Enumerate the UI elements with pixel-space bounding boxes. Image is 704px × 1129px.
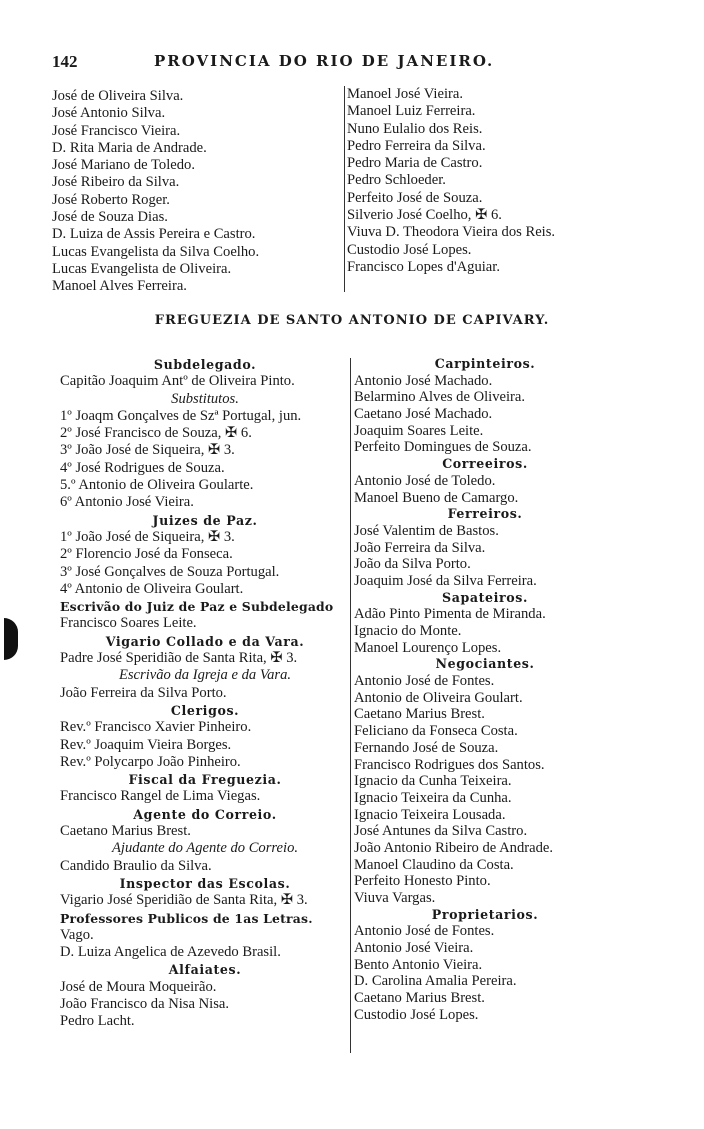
list-item: José de Oliveira Silva. [52,88,184,104]
list-item: Antonio José de Toledo. [354,472,496,489]
list-item: D. Rita Maria de Andrade. [52,139,207,156]
list-item: D. Luiza Angelica de Azevedo Brasil. [60,944,281,961]
list-item: João Francisco da Nisa Nisa. [60,995,230,1012]
list-item: Perfeito Domingues de Souza. [354,439,532,456]
list-item: Nuno Eulalio dos Reis. [347,120,483,137]
section-heading: Juizes de Paz. [152,512,258,528]
section-heading: Vigario Collado e da Vara. [105,633,305,649]
list-item: Vago. [60,926,94,943]
list-item: Rev.º Francisco Xavier Pinheiro. [60,719,252,736]
list-item: João Antonio Ribeiro de Andrade. [354,839,554,856]
list-item: Viuva D. Theodora Vieira dos Reis. [347,224,556,241]
page-number: 142 [52,52,78,71]
list-item: Ignacio da Cunha Teixeira. [354,773,512,790]
list-item: Candido Braulio da Silva. [60,857,212,874]
section-heading: Fiscal da Freguezia. [128,772,282,788]
section-heading: Correeiros. [442,456,528,472]
list-item: 4º José Rodrigues de Souza. [60,459,225,476]
list-item: Silverio José Coelho, ✠ 6. [347,207,502,224]
running-head: PROVINCIA DO RIO DE JANEIRO. [154,52,495,70]
list-item: Antonio de Oliveira Goulart. [354,689,523,706]
list-item: 2º José Francisco de Souza, ✠ 6. [60,425,252,442]
list-item: Fernando José de Souza. [354,739,499,756]
list-item: Capitão Joaquim Antº de Oliveira Pinto. [60,373,295,390]
list-item: Francisco Lopes d'Aguiar. [347,258,500,275]
top-list-left [52,88,340,296]
section-heading: Carpinteiros. [434,356,536,371]
section-heading: Alfaiates. [168,962,242,978]
list-item: Manoel Claudino da Costa. [354,856,514,873]
list-item: José Roberto Roger. [52,191,170,208]
list-item: Lucas Evangelista da Silva Coelho. [52,243,260,260]
list-item: José de Souza Dias. [52,209,168,226]
list-item: Ignacio Teixeira Lousada. [354,806,506,823]
list-item: 3º João José de Siqueira, ✠ 3. [60,442,235,459]
list-item: José Ribeiro da Silva. [52,174,180,191]
list-item: Rev.º Joaquim Vieira Borges. [60,736,232,753]
list-item: Padre José Speridião de Santa Rita, ✠ 3. [60,650,298,667]
section-heading: Negociantes. [435,656,535,672]
list-item: José Mariano de Toledo. [52,157,195,174]
list-item: Manoel Bueno de Camargo. [354,489,519,506]
list-item: Joaquim Soares Leite. [354,422,484,439]
list-item: Feliciano da Fonseca Costa. [354,723,518,740]
list-item: Caetano José Machado. [354,406,493,423]
section-heading: Clerigos. [170,702,240,718]
top-list-right [347,86,627,276]
list-item: D. Carolina Amalia Pereira. [354,973,517,990]
list-item: Pedro Maria de Castro. [347,155,483,172]
list-item: José Valentim de Bastos. [354,522,499,539]
list-item: Pedro Ferreira da Silva. [347,137,486,154]
list-item: Manoel Lourenço Lopes. [354,639,502,656]
list-item: Antonio José Machado. [354,372,493,389]
section-heading: Agente do Correio. [133,806,277,822]
list-item: Joaquim José da Silva Ferreira. [354,572,537,589]
list-item: Francisco Rangel de Lima Viegas. [60,788,261,805]
list-item: José Francisco Vieira. [52,122,181,139]
column-rule [344,86,345,292]
list-item: José de Moura Moqueirão. [60,978,217,995]
list-item: Pedro Schloeder. [347,172,446,189]
list-item: D. Luiza de Assis Pereira e Castro. [52,226,256,243]
list-item: Perfeito Honesto Pinto. [354,873,491,890]
section-heading: Escrivão do Juiz de Paz e Subdelegado [60,599,334,615]
list-item: Lucas Evangelista de Oliveira. [52,260,232,277]
list-item: Pedro Lacht. [60,1013,135,1030]
list-item: Manoel Luiz Ferreira. [347,103,476,120]
list-item: Antonio José de Fontes. [354,673,495,690]
list-item: 6º Antonio José Vieira. [60,494,194,511]
section-heading: Escrivão da Igreja e da Vara. [118,667,292,684]
ink-blot [4,618,18,660]
list-item: 1º Joaqm Gonçalves de Szª Portugal, jun. [60,407,302,424]
list-item: 5.º Antonio de Oliveira Goularte. [60,477,254,494]
list-item: Manoel José Vieira. [347,86,463,102]
list-item: Ignacio Teixeira da Cunha. [354,789,512,806]
list-item: Belarmino Alves de Oliveira. [354,389,526,406]
section-heading: Sapateiros. [442,589,528,605]
list-item: José Antunes da Silva Castro. [354,823,528,840]
list-item: Manoel Alves Ferreira. [52,278,187,295]
list-item: Vigario José Speridião de Santa Rita, ✠ 3. [60,892,308,909]
list-item: Adão Pinto Pimenta de Miranda. [354,606,546,623]
list-item: Caetano Marius Brest. [354,706,485,723]
list-item: Viuva Vargas. [354,890,436,906]
list-item: Antonio José de Fontes. [354,923,495,940]
section-heading: Proprietarios. [431,906,539,922]
page-header [52,52,527,78]
list-item: Francisco Soares Leite. [60,615,197,632]
section-heading: Inspector das Escolas. [119,875,291,891]
list-item: Custodio José Lopes. [347,241,472,258]
list-item: João Ferreira da Silva. [354,539,486,556]
column-rule [350,358,351,1053]
list-item: Caetano Marius Brest. [354,990,485,1007]
list-item: 3º José Gonçalves de Souza Portugal. [60,563,280,580]
list-item: José Antonio Silva. [52,105,166,122]
list-item: Bento Antonio Vieira. [354,956,483,973]
list-item: Custodio José Lopes. [354,1006,479,1023]
list-item: Ignacio do Monte. [354,623,462,639]
list-item: Caetano Marius Brest. [60,823,191,840]
list-item: 1º João José de Siqueira, ✠ 3. [60,528,235,545]
section-heading: Professores Publicos de 1as Letras. [60,910,313,926]
section-title: FREGUEZIA DE SANTO ANTONIO DE CAPIVARY. [154,313,550,328]
list-item: Francisco Rodrigues dos Santos. [354,756,545,773]
list-item: Antonio José Vieira. [354,940,474,957]
parish-right-column [354,356,616,1024]
list-item: Rev.º Polycarpo João Pinheiro. [60,753,241,770]
list-item: João da Silva Porto. [354,556,471,573]
section-heading: Substitutos. [171,390,239,407]
parish-left-column [60,356,350,1031]
list-item: João Ferreira da Silva Porto. [60,684,227,701]
list-item: Perfeito José de Souza. [347,189,483,206]
list-item: 2º Florencio José da Fonseca. [60,546,233,563]
section-heading: Ajudante do Agente do Correio. [111,840,299,857]
section-heading: Ferreiros. [447,506,523,522]
list-item: 4º Antonio de Oliveira Goulart. [60,580,244,597]
section-heading: Subdelegado. [153,357,257,372]
